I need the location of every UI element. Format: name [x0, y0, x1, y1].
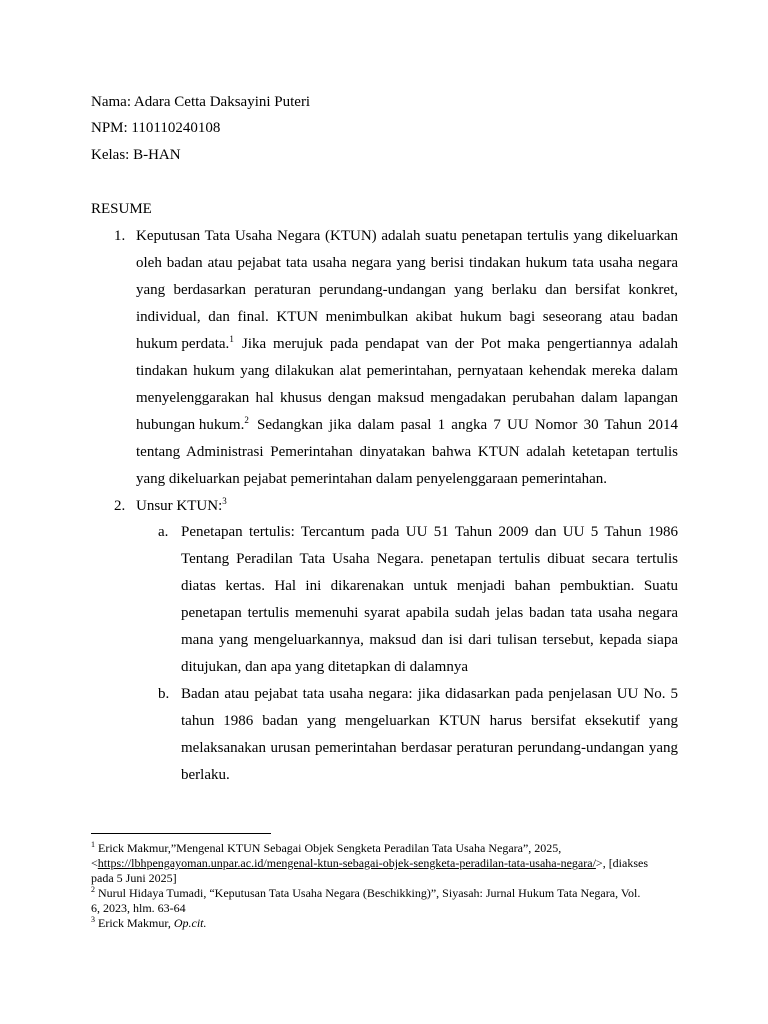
- item1-line5-start: hukum perdata.: [136, 336, 230, 352]
- footnote-1-text: Erick Makmur,”Mengenal KTUN Sebagai Objek Sengketa Peradilan Tata Usaha Negara”, 2025,: [95, 841, 562, 855]
- sub-b-line: Badan atau pejabat tata usaha negara: jika didasarkan pada penjelasan UU No. 5: [181, 687, 678, 702]
- sub-a-line: Tentang Peradilan Tata Usaha Negara. penetapan tertulis dibuat secara tertulis: [181, 552, 678, 567]
- item1-line: tindakan hukum yang dilakukan alat pemerintahan, pernyataan kehendak mereka dalam: [136, 364, 678, 379]
- footnote-ref-2: 2: [244, 415, 249, 425]
- item1-line: individual, dan final. KTUN menimbulkan akibat hukum bagi seseorang atau badan: [136, 310, 678, 325]
- sub-b-line: tahun 1986 badan yang mengeluarkan KTUN harus bersifat eksekutif yang: [181, 714, 678, 729]
- document-title: RESUME: [91, 201, 152, 217]
- footnote-2-cont: 6, 2023, hlm. 63-64: [91, 901, 186, 915]
- footnote-ref-3: 3: [222, 496, 227, 506]
- item1-line: Jika merujuk pada pendapat van der Pot maka pengertiannya adalah: [242, 337, 678, 352]
- sub-a-line: diatas kertas. Hal ini dikarenakan untuk menjadi bahan pembuktian. Suatu: [181, 579, 678, 594]
- sub-a-line: mana yang mengeluarkannya, maksud dan isi dari tulisan tersebut, kepada siapa: [181, 633, 678, 648]
- footnote-2-text: Nurul Hidaya Tumadi, “Keputusan Tata Usaha Negara (Beschikking)”, Siyasah: Jurnal Hukum Tata Negara, Vol.: [95, 886, 641, 900]
- item1-line-start: [136, 334, 234, 352]
- footnote-1-link[interactable]: https://lbhpengayoman.unpar.ac.id/mengenal-ktun-sebagai-objek-sengketa-peradilan-tata-usaha-negara/: [97, 856, 596, 870]
- sub-a-line: Penetapan tertulis: Tercantum pada UU 51 Tahun 2009 dan UU 5 Tahun 1986: [181, 525, 678, 540]
- item1-line: menyelenggarakan hal khusus dengan maksud mengadakan perubahan dalam lapangan: [136, 391, 678, 406]
- sub-a-line: penetapan tertulis memenuhi syarat apabila sudah jelas badan tata usaha negara: [181, 606, 678, 621]
- list-number-2: 2.: [114, 498, 126, 514]
- item1-line8-start: hubungan hukum.: [136, 417, 245, 433]
- item1-line: tentang Administrasi Pemerintahan dinyatakan bahwa KTUN adalah ketetapan tertulis: [136, 445, 678, 460]
- item1-line: Sedangkan jika dalam pasal 1 angka 7 UU Nomor 30 Tahun 2014: [257, 418, 678, 433]
- footnote-mark-1: 1: [91, 840, 95, 849]
- sub-b-line: berlaku.: [181, 767, 230, 783]
- item2-heading: [136, 496, 227, 514]
- student-npm: NPM: 110110240108: [91, 120, 221, 136]
- item1-line-start: [136, 415, 249, 433]
- student-class: Kelas: B-HAN: [91, 147, 181, 163]
- footnote-3: [91, 917, 207, 929]
- footnote-1-accessed: >, [diakses: [595, 856, 649, 870]
- item1-line: yang dikeluarkan pejabat pemerintahan dalam penyelenggaraan pemerintahan.: [136, 471, 608, 487]
- footnote-1-lt: <: [91, 856, 98, 870]
- footnote-1-url-line: [91, 857, 648, 869]
- sub-b-line: melaksanakan urusan pemerintahan berdasar peraturan perundang-undangan yang: [181, 741, 678, 756]
- footnote-1-date: pada 5 Juni 2025]: [91, 871, 177, 885]
- sub-letter-a: a.: [158, 524, 169, 540]
- list-number-1: 1.: [114, 228, 126, 244]
- footnote-separator: [91, 833, 271, 834]
- sub-letter-b: b.: [158, 686, 170, 702]
- footnote-3-text: Erick Makmur,: [95, 916, 174, 930]
- footnote-3-opcit: Op.cit.: [173, 916, 207, 930]
- item2-label: Unsur KTUN:: [136, 498, 223, 514]
- footnote-mark-2: 2: [91, 885, 95, 894]
- item1-line: oleh badan atau pejabat tata usaha negara yang berisi tindakan hukum tata usaha negara: [136, 256, 678, 271]
- item1-line: Keputusan Tata Usaha Negara (KTUN) adalah suatu penetapan tertulis yang dikeluarkan: [136, 229, 678, 244]
- item1-line: yang berdasarkan peraturan perundang-undangan yang berlaku dan bersifat konkret,: [136, 283, 678, 298]
- footnote-1: [91, 842, 561, 854]
- sub-a-line: ditujukan, dan apa yang ditetapkan di dalamnya: [181, 659, 468, 675]
- student-name: Nama: Adara Cetta Daksayini Puteri: [91, 94, 311, 110]
- footnote-mark-3: 3: [91, 915, 95, 924]
- footnote-2: [91, 887, 640, 899]
- footnote-ref-1: 1: [229, 334, 234, 344]
